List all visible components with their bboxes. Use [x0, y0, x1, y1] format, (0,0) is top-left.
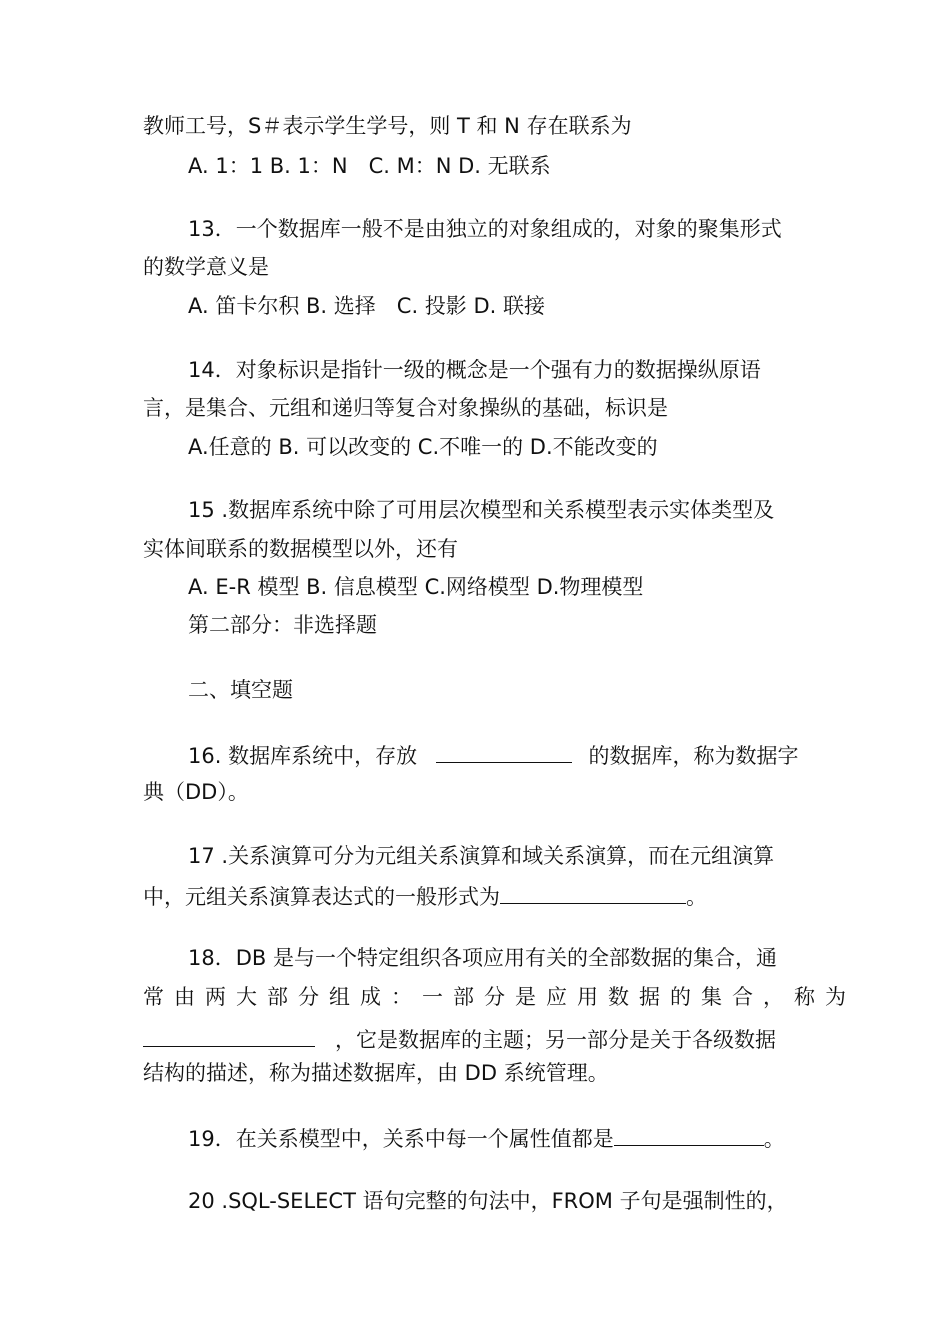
text-segment: 。	[686, 885, 707, 909]
q18-text: 18．DB 是与一个特定组织各项应用有关的全部数据的集合，通	[188, 946, 777, 970]
text-segment: 的数据库，称为数据字	[588, 744, 799, 768]
text-segment: 中，元组关系演算表达式的一般形式为	[143, 885, 500, 909]
answer-blank	[436, 744, 572, 763]
text-line: 常由两大部分组成：一部分是应用数据的集合，称为	[143, 985, 856, 1009]
q20-text: 20 .SQL-SELECT 语句完整的句法中，FROM 子句是强制性的，	[188, 1189, 788, 1213]
text-line: 教师工号，S＃表示学生学号，则 T 和 N 存在联系为	[143, 114, 632, 138]
answer-blank	[614, 1127, 764, 1146]
text-line: 言，是集合、元组和递归等复合对象操纵的基础，标识是	[143, 396, 668, 420]
text-segment: 19．在关系模型中，关系中每一个属性值都是	[188, 1127, 614, 1151]
q15-text: 15 .数据库系统中除了可用层次模型和关系模型表示实体类型及	[188, 498, 775, 522]
answer-blank	[500, 885, 686, 904]
text-line: 的数学意义是	[143, 255, 269, 279]
text-line	[143, 885, 707, 908]
text-segment: ，它是数据库的主题；另一部分是关于各级数据	[335, 1028, 776, 1052]
q13-text: 13．一个数据库一般不是由独立的对象组成的，对象的聚集形式	[188, 217, 782, 241]
text-line	[143, 1028, 776, 1051]
text-line: 典（DD）。	[143, 780, 249, 804]
q19-text	[188, 1127, 785, 1150]
q15-options: A. E-R 模型 B. 信息模型 C.网络模型 D.物理模型	[188, 575, 644, 599]
text-segment: 16. 数据库系统中，存放	[188, 744, 418, 768]
q13-options: A. 笛卡尔积 B. 选择 C. 投影 D. 联接	[188, 294, 545, 318]
section-subheading: 二、填空题	[188, 678, 293, 702]
q14-text: 14．对象标识是指针一级的概念是一个强有力的数据操纵原语	[188, 358, 761, 382]
q14-options: A.任意的 B. 可以改变的 C.不唯一的 D.不能改变的	[188, 435, 658, 459]
text-line: 结构的描述，称为描述数据库，由 DD 系统管理。	[143, 1061, 609, 1085]
section-heading: 第二部分：非选择题	[188, 613, 377, 637]
text-line: 实体间联系的数据模型以外，还有	[143, 537, 458, 561]
q16-text	[188, 744, 798, 767]
q17-text: 17 .关系演算可分为元组关系演算和域关系演算，而在元组演算	[188, 844, 775, 868]
text-segment: 。	[763, 1127, 785, 1151]
q12-options: A. 1：1 B. 1：N C. M：N D. 无联系	[188, 154, 551, 178]
answer-blank	[143, 1028, 315, 1047]
